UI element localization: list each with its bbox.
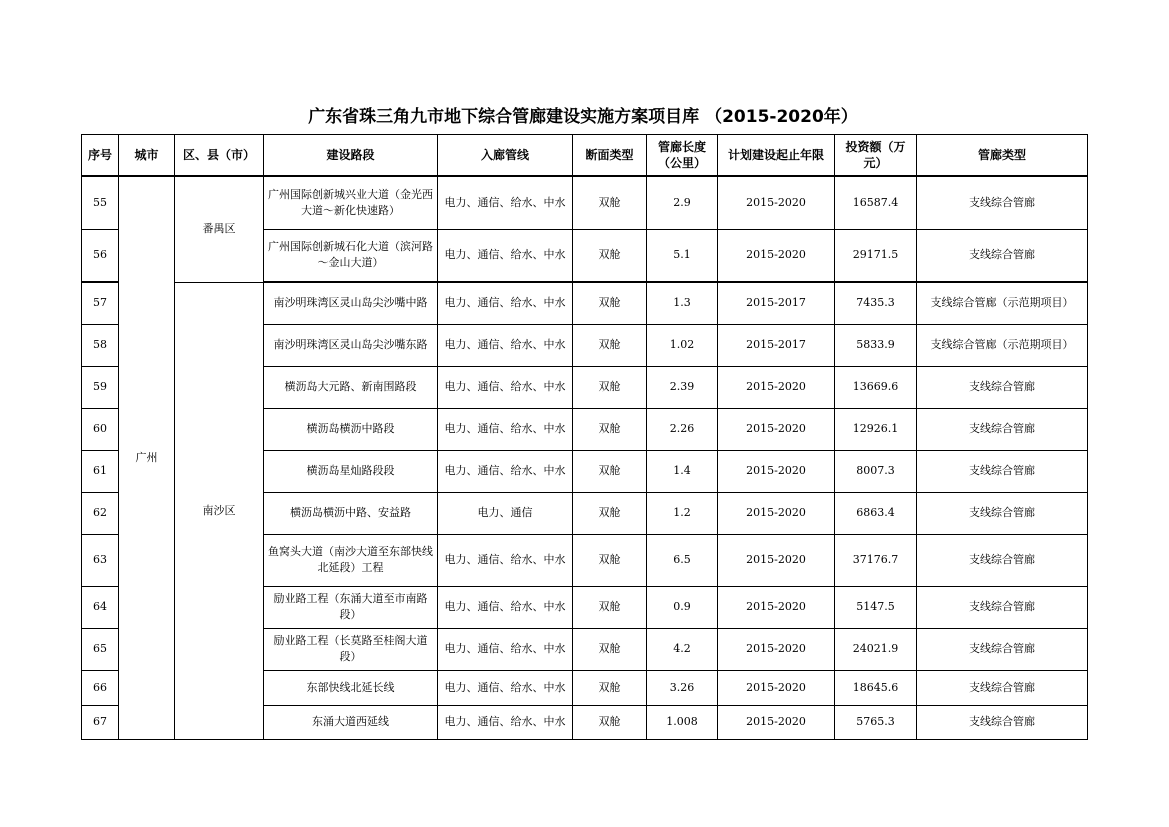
cell-road: 东涌大道西延线: [264, 705, 438, 739]
cell-period: 2015-2020: [718, 176, 835, 229]
cell-no: 56: [82, 229, 119, 282]
cell-pipes: 电力、通信: [438, 492, 573, 534]
cell-type: 支线综合管廊: [917, 586, 1088, 628]
header-district: 区、县（市）: [175, 135, 264, 177]
cell-length: 6.5: [647, 534, 718, 586]
cell-length: 2.9: [647, 176, 718, 229]
cell-pipes: 电力、通信、给水、中水: [438, 408, 573, 450]
cell-pipes: 电力、通信、给水、中水: [438, 586, 573, 628]
cell-period: 2015-2017: [718, 282, 835, 324]
cell-no: 63: [82, 534, 119, 586]
cell-period: 2015-2020: [718, 534, 835, 586]
cell-road: 南沙明珠湾区灵山岛尖沙嘴东路: [264, 324, 438, 366]
header-type: 管廊类型: [917, 135, 1088, 177]
cell-period: 2015-2020: [718, 492, 835, 534]
cell-section: 双舱: [573, 534, 647, 586]
header-row: [82, 135, 1088, 177]
header-city: 城市: [119, 135, 175, 177]
cell-investment: 5147.5: [835, 586, 917, 628]
cell-section: 双舱: [573, 670, 647, 705]
cell-section: 双舱: [573, 408, 647, 450]
cell-no: 62: [82, 492, 119, 534]
header-section: 断面类型: [573, 135, 647, 177]
cell-investment: 37176.7: [835, 534, 917, 586]
cell-investment: 24021.9: [835, 628, 917, 670]
cell-road: 鱼窝头大道（南沙大道至东部快线北延段）工程: [264, 534, 438, 586]
header-pipes: 入廊管线: [438, 135, 573, 177]
cell-pipes: 电力、通信、给水、中水: [438, 324, 573, 366]
cell-type: 支线综合管廊: [917, 492, 1088, 534]
cell-period: 2015-2020: [718, 408, 835, 450]
cell-pipes: 电力、通信、给水、中水: [438, 229, 573, 282]
cell-section: 双舱: [573, 586, 647, 628]
cell-investment: 5833.9: [835, 324, 917, 366]
cell-section: 双舱: [573, 705, 647, 739]
header-road: 建设路段: [264, 135, 438, 177]
header-period: 计划建设起止年限: [718, 135, 835, 177]
cell-road: 广州国际创新城石化大道（滨河路～金山大道）: [264, 229, 438, 282]
cell-district: 南沙区: [175, 282, 264, 739]
cell-investment: 12926.1: [835, 408, 917, 450]
cell-length: 1.02: [647, 324, 718, 366]
cell-investment: 8007.3: [835, 450, 917, 492]
cell-investment: 6863.4: [835, 492, 917, 534]
cell-district: 番禺区: [175, 176, 264, 282]
page-title: 广东省珠三角九市地下综合管廊建设实施方案项目库 （2015-2020年）: [308, 107, 858, 127]
cell-city: 广州: [119, 176, 175, 739]
cell-pipes: 电力、通信、给水、中水: [438, 628, 573, 670]
cell-road: 南沙明珠湾区灵山岛尖沙嘴中路: [264, 282, 438, 324]
cell-length: 4.2: [647, 628, 718, 670]
cell-length: 1.008: [647, 705, 718, 739]
cell-road: 横沥岛横沥中路段: [264, 408, 438, 450]
cell-length: 2.26: [647, 408, 718, 450]
cell-section: 双舱: [573, 366, 647, 408]
cell-period: 2015-2020: [718, 366, 835, 408]
cell-type: 支线综合管廊（示范期项目）: [917, 282, 1088, 324]
cell-no: 57: [82, 282, 119, 324]
cell-no: 58: [82, 324, 119, 366]
cell-no: 55: [82, 176, 119, 229]
cell-type: 支线综合管廊: [917, 408, 1088, 450]
cell-period: 2015-2020: [718, 705, 835, 739]
cell-road: 广州国际创新城兴业大道（金光西大道～新化快速路）: [264, 176, 438, 229]
cell-type: 支线综合管廊: [917, 705, 1088, 739]
cell-period: 2015-2020: [718, 586, 835, 628]
cell-length: 5.1: [647, 229, 718, 282]
cell-no: 65: [82, 628, 119, 670]
cell-type: 支线综合管廊: [917, 229, 1088, 282]
cell-pipes: 电力、通信、给水、中水: [438, 282, 573, 324]
cell-section: 双舱: [573, 492, 647, 534]
table-row: [82, 282, 1088, 324]
cell-length: 0.9: [647, 586, 718, 628]
cell-road: 横沥岛星灿路段段: [264, 450, 438, 492]
cell-pipes: 电力、通信、给水、中水: [438, 176, 573, 229]
cell-length: 1.3: [647, 282, 718, 324]
cell-pipes: 电力、通信、给水、中水: [438, 705, 573, 739]
cell-pipes: 电力、通信、给水、中水: [438, 670, 573, 705]
cell-road: 东部快线北延长线: [264, 670, 438, 705]
cell-type: 支线综合管廊: [917, 628, 1088, 670]
table-body: [82, 176, 1088, 739]
cell-period: 2015-2020: [718, 670, 835, 705]
table-row: [82, 176, 1088, 229]
cell-investment: 29171.5: [835, 229, 917, 282]
cell-period: 2015-2020: [718, 628, 835, 670]
cell-period: 2015-2020: [718, 229, 835, 282]
cell-investment: 16587.4: [835, 176, 917, 229]
cell-pipes: 电力、通信、给水、中水: [438, 534, 573, 586]
cell-no: 67: [82, 705, 119, 739]
cell-length: 1.2: [647, 492, 718, 534]
cell-section: 双舱: [573, 282, 647, 324]
cell-road: 励业路工程（东涌大道至市南路段）: [264, 586, 438, 628]
cell-pipes: 电力、通信、给水、中水: [438, 450, 573, 492]
cell-pipes: 电力、通信、给水、中水: [438, 366, 573, 408]
cell-type: 支线综合管廊: [917, 176, 1088, 229]
cell-no: 66: [82, 670, 119, 705]
cell-road: 励业路工程（长莫路至桂阁大道段）: [264, 628, 438, 670]
cell-type: 支线综合管廊: [917, 366, 1088, 408]
cell-investment: 7435.3: [835, 282, 917, 324]
cell-type: 支线综合管廊: [917, 450, 1088, 492]
cell-section: 双舱: [573, 176, 647, 229]
header-investment: 投资额（万元）: [835, 135, 917, 177]
cell-type: 支线综合管廊（示范期项目）: [917, 324, 1088, 366]
cell-investment: 18645.6: [835, 670, 917, 705]
cell-length: 2.39: [647, 366, 718, 408]
cell-section: 双舱: [573, 628, 647, 670]
cell-length: 1.4: [647, 450, 718, 492]
cell-section: 双舱: [573, 450, 647, 492]
cell-type: 支线综合管廊: [917, 534, 1088, 586]
cell-road: 横沥岛横沥中路、安益路: [264, 492, 438, 534]
cell-section: 双舱: [573, 324, 647, 366]
project-table: [81, 134, 1088, 740]
cell-period: 2015-2020: [718, 450, 835, 492]
cell-section: 双舱: [573, 229, 647, 282]
cell-no: 61: [82, 450, 119, 492]
cell-investment: 13669.6: [835, 366, 917, 408]
cell-no: 60: [82, 408, 119, 450]
header-length: 管廊长度（公里）: [647, 135, 718, 177]
cell-road: 横沥岛大元路、新南围路段: [264, 366, 438, 408]
cell-no: 64: [82, 586, 119, 628]
cell-period: 2015-2017: [718, 324, 835, 366]
cell-investment: 5765.3: [835, 705, 917, 739]
cell-length: 3.26: [647, 670, 718, 705]
cell-no: 59: [82, 366, 119, 408]
header-no: 序号: [82, 135, 119, 177]
cell-type: 支线综合管廊: [917, 670, 1088, 705]
